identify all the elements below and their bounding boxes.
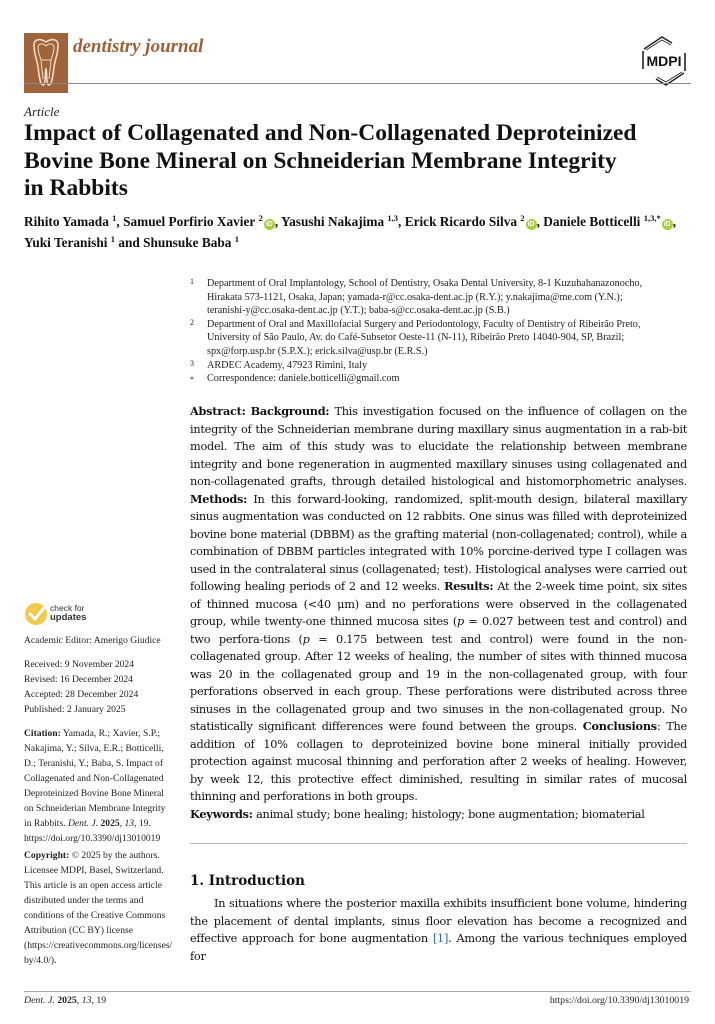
- affiliation-mark: *: [190, 375, 194, 385]
- article-title: [24, 120, 684, 203]
- abstract-label: Abstract:: [190, 404, 246, 418]
- conclusions-label: Conclusions: [582, 719, 657, 733]
- author-affiliation: 1: [112, 213, 117, 223]
- paragraph-text: . Among the various techniques employed for: [190, 932, 687, 963]
- author-affiliation: 2: [520, 213, 525, 223]
- affiliation-line: ARDEC Academy, 47923 Rimini, Italy: [207, 359, 368, 371]
- academic-editor: Academic Editor: Amerigo Giudice: [24, 635, 161, 646]
- affiliation-mark: 2: [190, 317, 194, 327]
- background-label: Background:: [250, 404, 330, 418]
- keywords: [190, 806, 687, 824]
- mdpi-logo: [638, 33, 690, 89]
- author-name[interactable]: Rihito Yamada: [24, 214, 109, 229]
- keywords-label: Keywords:: [190, 807, 253, 821]
- journal-name: dentistry journal: [73, 36, 204, 57]
- title-line: Bovine Bone Mineral on Schneiderian Membrane Integrity: [24, 147, 617, 174]
- affiliation-line: Department of Oral Implantology, School of Dentistry, Osaka Dental University, 8-1 Kuzuhahanazonocho,: [207, 278, 643, 289]
- p-value-symbol: p: [302, 632, 310, 646]
- copyright-label: Copyright:: [24, 850, 70, 861]
- p-value-symbol: p: [457, 615, 464, 628]
- paragraph-text: In situations where the posterior maxilla exhibits insufficient bone volume, hindering the placement of dental implants, sinus floor elevation has become a recognized and effective approach for bone augmentation: [190, 897, 687, 945]
- section-heading-introduction: 1. Introduction: [190, 873, 305, 889]
- title-line: Impact of Collagenated and Non-Collagenated Deproteinized: [24, 120, 637, 146]
- abstract: [190, 403, 687, 806]
- results-label: Results:: [444, 579, 494, 593]
- methods-text: In this forward-looking, randomized, split-mouth design, bilateral maxillary sinus augmentation was conducted on 12 rabbits. One sinus was filled with deproteinized bovine bone material (DBBM) as the grafting material (non-collagenated; control), while a combination of DBBM particles integrated with 10% porcine-derived type I collagen was used in the contralateral sinus (collagenated; test). Histological analyses were carried out following healing periods of 2 and 12 weeks.: [190, 492, 687, 593]
- correspondence-email[interactable]: Correspondence: daniele.botticelli@gmail.com: [207, 373, 400, 385]
- footer-year: 2025: [57, 995, 77, 1006]
- author-affiliation: 2: [258, 213, 263, 223]
- affiliation-line: Hirakata 573-1121, Osaka, Japan; yamada-r@cc.osaka-dent.ac.jp (R.Y.); y.nakajima@me.com (Y.N.);: [207, 291, 623, 303]
- orcid-icon[interactable]: iD: [663, 221, 671, 228]
- author-list: Rihito Yamada $^1$, Samuel Porfirio Xavier $^2$iD , Yasushi Nakajima $^{1,3}$, Erick Ricardo Silva $^2$iD , Daniele Botticelli $^{1,3,*}$iD , Yuki Teranishi $^1$ and Shunsuke Baba $^1$: [24, 213, 677, 250]
- footer-divider: [24, 991, 691, 992]
- citation-year: 2025: [100, 818, 120, 829]
- author-name[interactable]: Samuel Porfirio Xavier: [123, 214, 256, 229]
- citation-page: , 19.: [134, 818, 151, 829]
- author-name[interactable]: Yuki Teranishi: [24, 235, 108, 250]
- copyright-block: [24, 848, 174, 968]
- conclusions-text: : The addition of 10% collagen to deproteinized bovine bone mineral initially provided protection against mucosal thinning and perforation after 2 weeks of healing. However, by week 12, this protective effect diminished, resulting in similar rates of mucosal thinning and perforations in both groups.: [190, 720, 687, 803]
- affiliation-line: teranishi-y@cc.osaka-dent.ac.jp (Y.T.); baba-s@cc.osaka-dent.ac.jp (S.B.): [207, 305, 510, 317]
- affiliation-mark: 1: [190, 277, 194, 286]
- article-type: Article: [24, 104, 60, 119]
- check-for-updates-button[interactable]: [24, 602, 104, 628]
- introduction-text: [190, 895, 687, 965]
- affiliation-item: [190, 277, 700, 318]
- author-affiliation: 1: [110, 234, 115, 244]
- affiliation-mark: 3: [190, 358, 194, 368]
- citation-link[interactable]: [1]: [432, 932, 449, 945]
- citation-volume: 13: [124, 818, 135, 829]
- citation-text: Yamada, R.; Xavier, S.P.; Nakajima, Y.; Silva, E.R.; Botticelli, D.; Teranishi, Y.; Baba, S. Impact of Collagenated and Non-Collagenated Deproteinized Bovine Bone Mineral on Schneiderian Membrane Integrity in Rabbits.: [24, 728, 166, 829]
- citation-block: Citation: Yamada, R.; Xavier, S.P.; Nakajima, Y.; Silva, E.R.; Botticelli, D.; Teranishi, Y.; Baba, S. Impact of Collagenated and Non-Collagenated Deproteinized Bovine Bone Mineral on Schneiderian Membrane Integrity in Rabbits. Dent. J. 2025, 13, 19. https://doi.org/10.3390/dj13010019: [24, 726, 174, 846]
- background-text: This investigation focused on the influence of collagen on the integrity of the Schneiderian membrane during maxillary sinus augmentation in a rab-bit model. The aim of this study was to elucidate the relationship between membrane integrity and bone regeneration in augmented maxillary sinuses using collagenated and non-collagenated grafts, through detailed histological and histomorphometric analyses.: [190, 405, 687, 488]
- affiliation-line: Department of Oral and Maxillofacial Surgery and Periodontology, Faculty of Dentistry of Ribeirão Preto,: [207, 318, 641, 330]
- svg-text:MDPI: MDPI: [646, 53, 682, 69]
- title-line: in Rabbits: [24, 175, 128, 201]
- results-text: = 0.027 between test and control) and two perfora-tions (: [190, 615, 687, 646]
- orcid-icon[interactable]: iD: [527, 221, 535, 228]
- footer-journal: Dent. J.: [24, 995, 55, 1006]
- journal-logo: [24, 33, 68, 93]
- received-date: Received: 9 November 2024: [24, 659, 135, 670]
- author-name[interactable]: Erick Ricardo Silva: [404, 214, 517, 229]
- revised-date: Revised: 16 December 2024: [24, 674, 133, 685]
- check-updates-line2: updates: [50, 612, 87, 623]
- author-name[interactable]: Yasushi Nakajima: [281, 214, 385, 229]
- footer-volume: 13: [81, 995, 92, 1006]
- affiliation-item: [190, 359, 700, 373]
- citation-doi-link[interactable]: https://doi.org/10.3390/dj13010019: [24, 833, 161, 844]
- abstract-divider: [190, 843, 687, 844]
- author-affiliation: 1: [234, 234, 240, 244]
- tooth-icon: [24, 33, 68, 93]
- footer-article-number: , 19: [91, 995, 107, 1006]
- copyright-text: © 2025 by the authors. Licensee MDPI, Basel, Switzerland. This article is an open access article distributed under the terms and conditions of the Creative Commons Attribution (CC BY) license (https://creativecommons.org/licenses/by/4.0/).: [24, 850, 173, 966]
- published-date: Published: 2 January 2025: [24, 704, 126, 715]
- affiliation-line: University of São Paulo, Av. do Café-Subsetor Oeste-11 (N-11), Ribeirão Preto 14040-904, SP, Brazil;: [207, 332, 625, 344]
- footer-citation: Dent. J. 2025, 13, 19: [24, 995, 107, 1006]
- author-affiliation: 1,3,*: [643, 213, 661, 223]
- author-affiliation: 1,3: [387, 213, 399, 223]
- footer-doi-link[interactable]: https://doi.org/10.3390/dj13010019: [549, 995, 689, 1006]
- author-and: and: [118, 235, 140, 250]
- check-updates-line1: check for: [50, 603, 85, 613]
- results-text: = 0.175 between test and control) were found in the non-collagenated group. After 12 weeks of healing, the number of sites with thinned mucosa was 20 in the collagenated group and 19 in the non-collagenated group, with four perforations observed in each group. These perforations were distributed across three sinuses in the collagenated group and two sinuses in the non-collagenated group. No statistically significant differences were found between the groups.: [190, 632, 687, 733]
- author-name[interactable]: Daniele Botticelli: [543, 214, 641, 229]
- affiliation-line: spx@forp.usp.br (S.P.X.); erick.silva@usp.br (E.R.S.): [207, 345, 428, 357]
- affiliation-item: [190, 372, 700, 386]
- header-divider: [24, 83, 691, 84]
- orcid-icon[interactable]: iD: [265, 221, 273, 228]
- affiliations: [190, 277, 700, 386]
- check-icon: [24, 602, 48, 626]
- results-text: At the 2-week time point, six sites of thinned mucosa (<40 μm) and no perforations were observed in the collagenated group, while twenty-one thinned mucosa sites (: [190, 580, 688, 628]
- affiliation-item: [190, 318, 700, 359]
- keywords-text: animal study; bone healing; histology; bone augmentation; biomaterial: [256, 808, 645, 821]
- citation-journal: Dent. J.: [67, 818, 99, 829]
- accepted-date: Accepted: 28 December 2024: [24, 689, 139, 700]
- author-name[interactable]: Shunsuke Baba: [143, 235, 232, 250]
- citation-label: Citation:: [24, 728, 61, 739]
- methods-label: Methods:: [190, 491, 248, 506]
